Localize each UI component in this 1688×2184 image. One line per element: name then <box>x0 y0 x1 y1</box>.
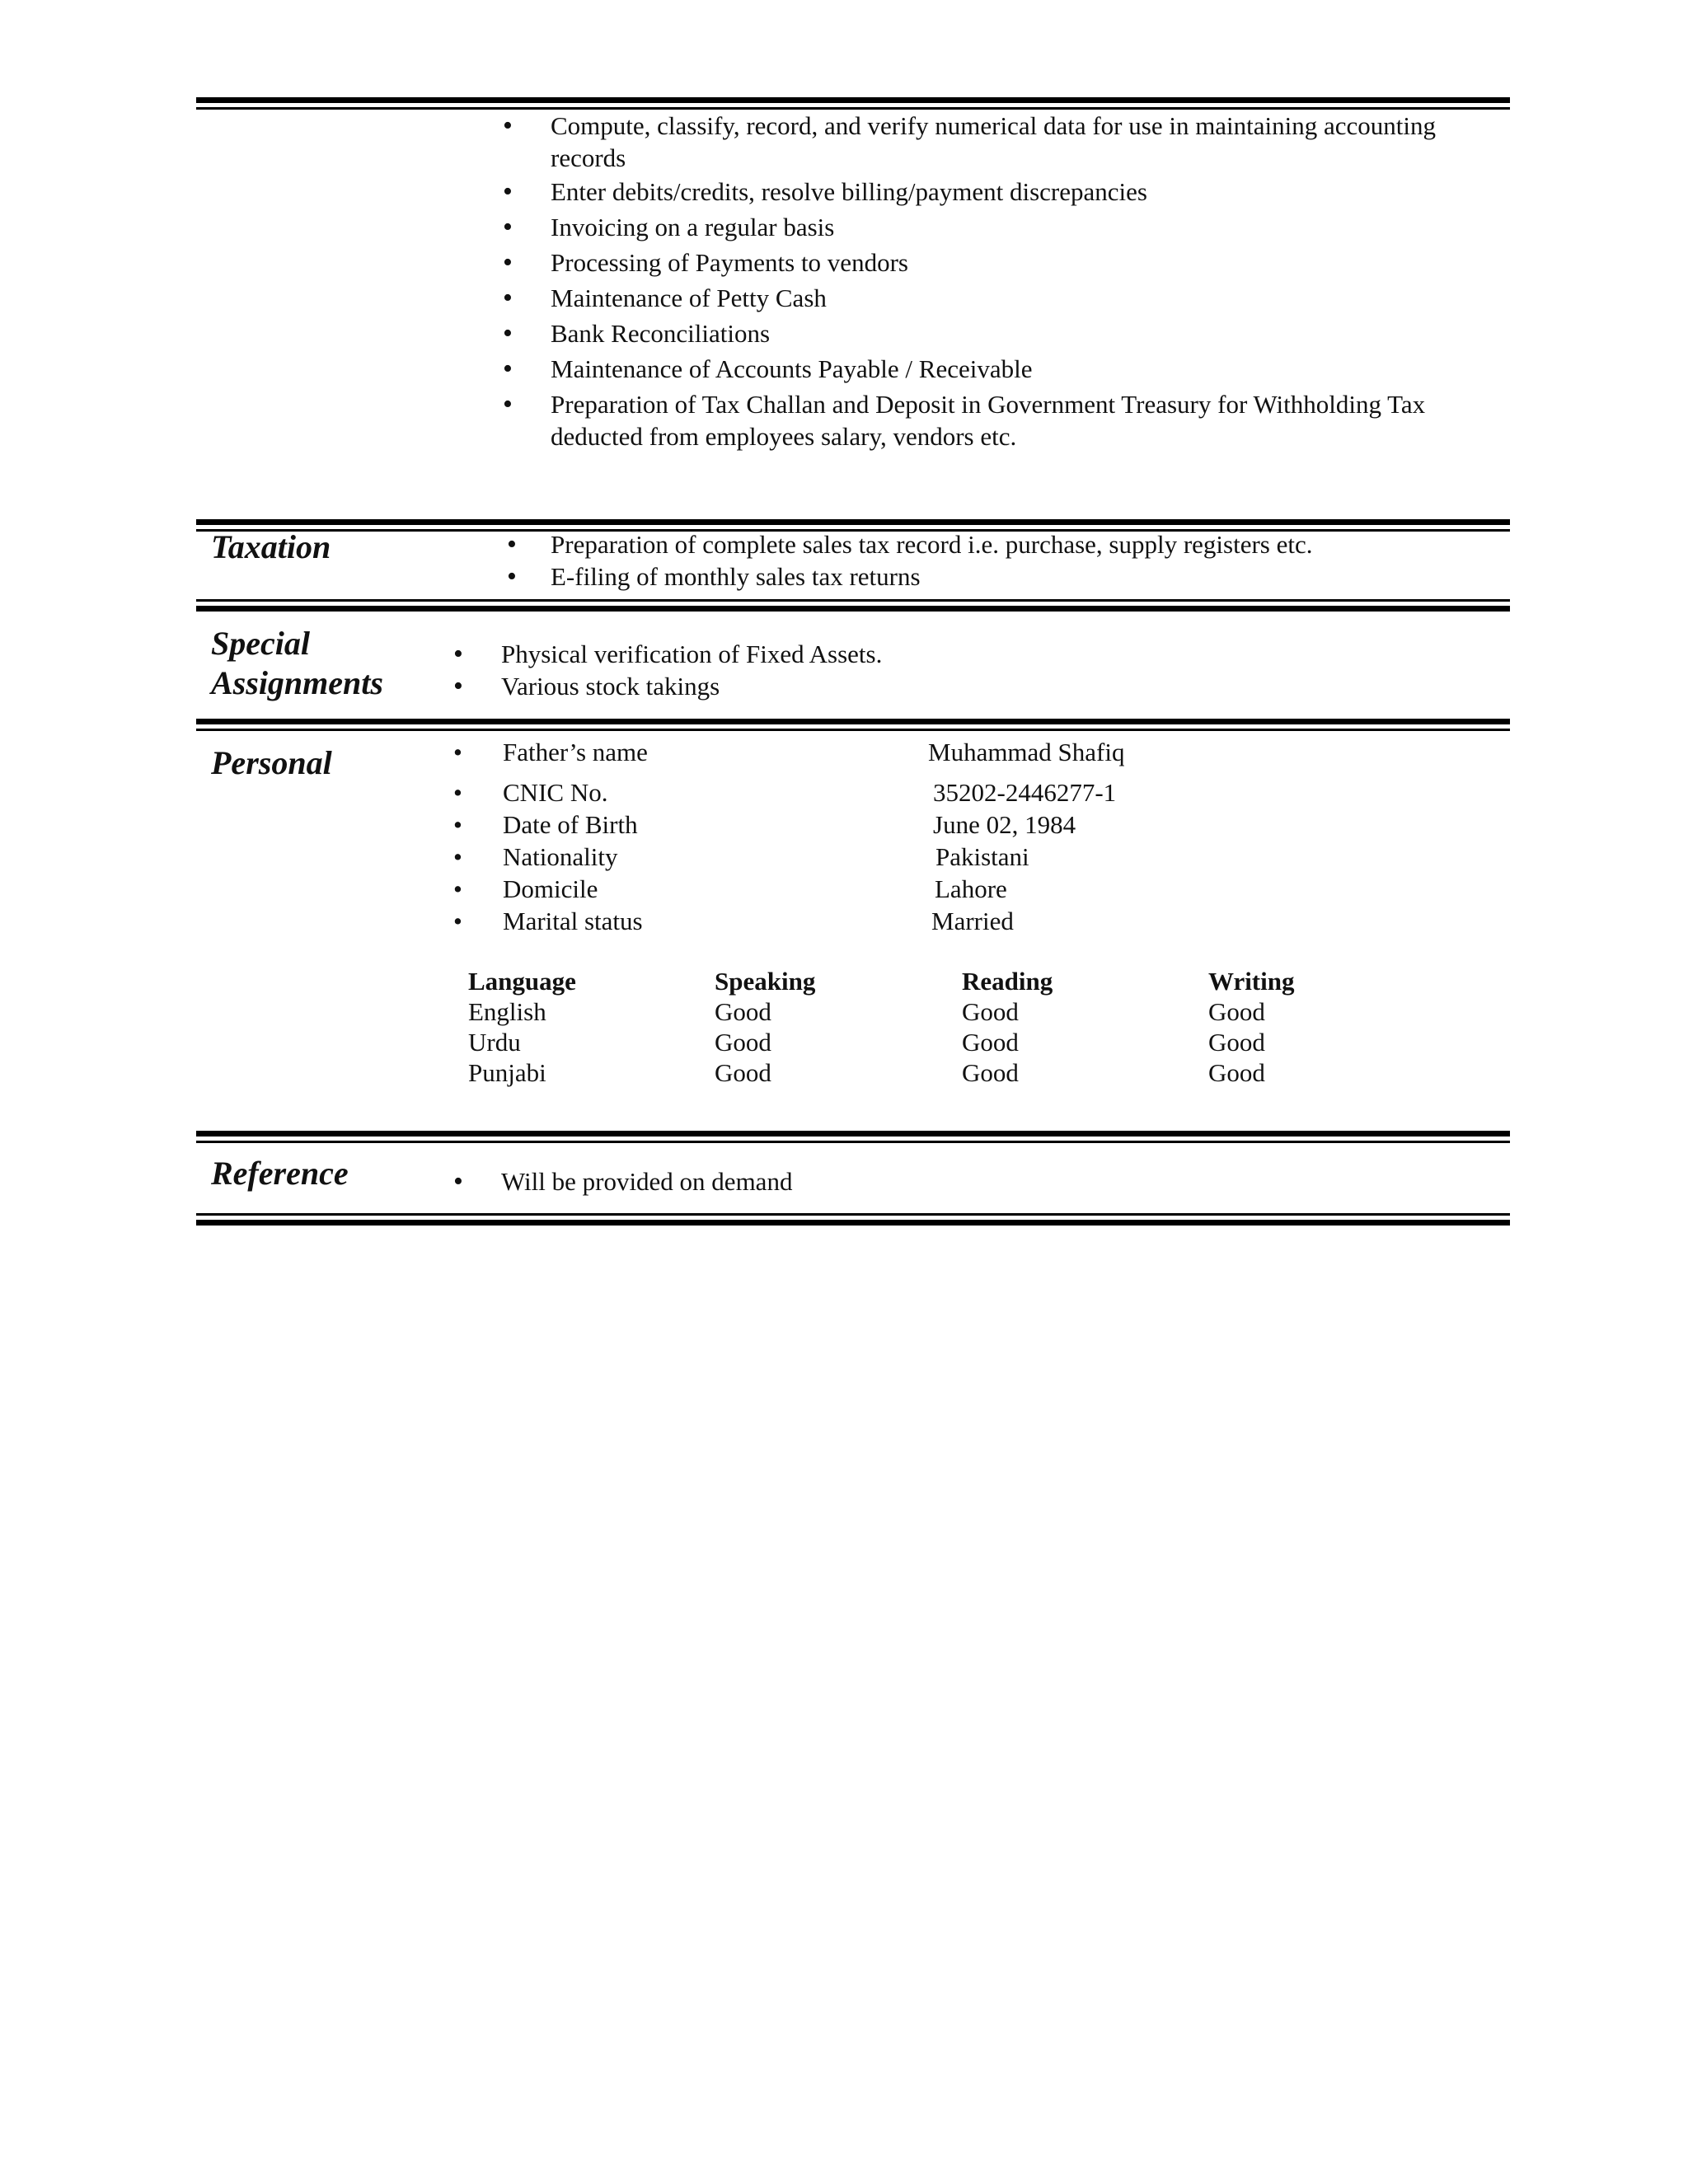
duty-text: Maintenance of Accounts Payable / Receivable <box>551 354 1033 383</box>
section-divider-top <box>196 97 1510 110</box>
list-item <box>503 110 1500 176</box>
list-item <box>507 528 1496 560</box>
taxation-item-text: E-filing of monthly sales tax returns <box>551 562 921 591</box>
special-list <box>453 638 1442 702</box>
table-cell: Good <box>962 1028 1019 1057</box>
bullet-icon: • <box>503 247 513 278</box>
table-cell: English <box>468 997 546 1026</box>
duty-text: Compute, classify, record, and verify numerical data for use in maintaining accounting records <box>551 111 1437 172</box>
table-header: Writing <box>1208 967 1295 996</box>
heading-line: Assignments <box>211 664 383 701</box>
duty-text: Maintenance of Petty Cash <box>551 284 827 312</box>
bullet-icon: • <box>503 354 513 384</box>
bullet-icon: • <box>503 318 513 349</box>
duty-text: Bank Reconciliations <box>551 319 771 348</box>
bullet-icon: • <box>453 1166 463 1197</box>
list-item <box>503 388 1500 454</box>
section-heading-special <box>211 624 383 703</box>
list-item <box>453 1165 1442 1197</box>
table-cell: Good <box>962 997 1019 1026</box>
bullet-icon: • <box>503 176 513 207</box>
heading-line: Special <box>211 625 310 662</box>
list-item <box>503 246 1500 282</box>
special-item-text: Physical verification of Fixed Assets. <box>501 640 883 668</box>
bullet-icon: • <box>507 529 517 560</box>
personal-value: Married <box>931 907 1014 935</box>
duty-text: Preparation of Tax Challan and Deposit in Government Treasury for Withholding Tax deducted from employees salary, vendors etc. <box>551 390 1426 451</box>
table-cell: Good <box>1208 997 1265 1026</box>
personal-label: Father’s name <box>503 738 648 766</box>
bullet-icon: • <box>503 212 513 242</box>
table-cell: Good <box>1208 1058 1265 1087</box>
table-cell: Good <box>715 1058 771 1087</box>
list-item <box>503 176 1500 211</box>
table-header: Language <box>468 967 576 996</box>
bullet-icon: • <box>503 110 513 141</box>
personal-label: Domicile <box>503 874 598 903</box>
section-divider-bottom <box>196 1213 1510 1226</box>
bullet-icon: • <box>503 389 513 419</box>
list-item <box>453 638 1442 670</box>
table-header: Reading <box>962 967 1053 996</box>
bullet-icon: • <box>453 639 463 669</box>
personal-label: Date of Birth <box>503 810 638 839</box>
personal-value: June 02, 1984 <box>933 810 1076 839</box>
taxation-list <box>507 528 1496 593</box>
personal-value: Pakistani <box>935 842 1029 871</box>
table-header: Speaking <box>715 967 816 996</box>
section-heading-taxation: Taxation <box>211 528 331 565</box>
personal-value: Lahore <box>935 874 1007 903</box>
personal-label: CNIC No. <box>503 778 608 807</box>
duty-text: Processing of Payments to vendors <box>551 248 908 277</box>
bullet-icon: • <box>453 778 462 807</box>
personal-label: Nationality <box>503 842 618 871</box>
bullet-icon: • <box>453 907 462 935</box>
section-divider-special <box>196 599 1510 612</box>
list-item <box>503 211 1500 246</box>
bullet-icon: • <box>453 842 462 871</box>
bullet-icon: • <box>503 283 513 313</box>
table-cell: Punjabi <box>468 1058 546 1087</box>
table-cell: Good <box>962 1058 1019 1087</box>
bullet-icon: • <box>453 738 462 766</box>
table-cell: Good <box>1208 1028 1265 1057</box>
reference-item-text: Will be provided on demand <box>501 1167 793 1196</box>
reference-divider-extension <box>196 1131 438 1135</box>
bullet-icon: • <box>453 810 462 839</box>
personal-label: Marital status <box>503 907 643 935</box>
personal-value: 35202-2446277-1 <box>933 778 1117 807</box>
special-item-text: Various stock takings <box>501 672 720 701</box>
table-cell: Good <box>715 997 771 1026</box>
language-table <box>468 966 1375 1090</box>
table-cell: Urdu <box>468 1028 521 1057</box>
bullet-icon: • <box>453 671 463 701</box>
section-heading-reference: Reference <box>211 1155 349 1192</box>
list-item <box>503 282 1500 317</box>
taxation-item-text: Preparation of complete sales tax record i.e. purchase, supply registers etc. <box>551 530 1313 559</box>
list-item <box>453 670 1442 702</box>
list-item <box>507 560 1496 593</box>
list-item <box>503 317 1500 353</box>
duty-text: Enter debits/credits, resolve billing/payment discrepancies <box>551 177 1147 206</box>
personal-value: Muhammad Shafiq <box>928 738 1125 766</box>
reference-list <box>453 1165 1442 1197</box>
section-heading-personal: Personal <box>211 744 332 781</box>
bullet-icon: • <box>507 561 517 592</box>
list-item <box>503 353 1500 388</box>
section-divider-personal <box>196 719 1510 731</box>
duties-list <box>503 110 1500 454</box>
duty-text: Invoicing on a regular basis <box>551 213 835 241</box>
bullet-icon: • <box>453 874 462 903</box>
table-cell: Good <box>715 1028 771 1057</box>
